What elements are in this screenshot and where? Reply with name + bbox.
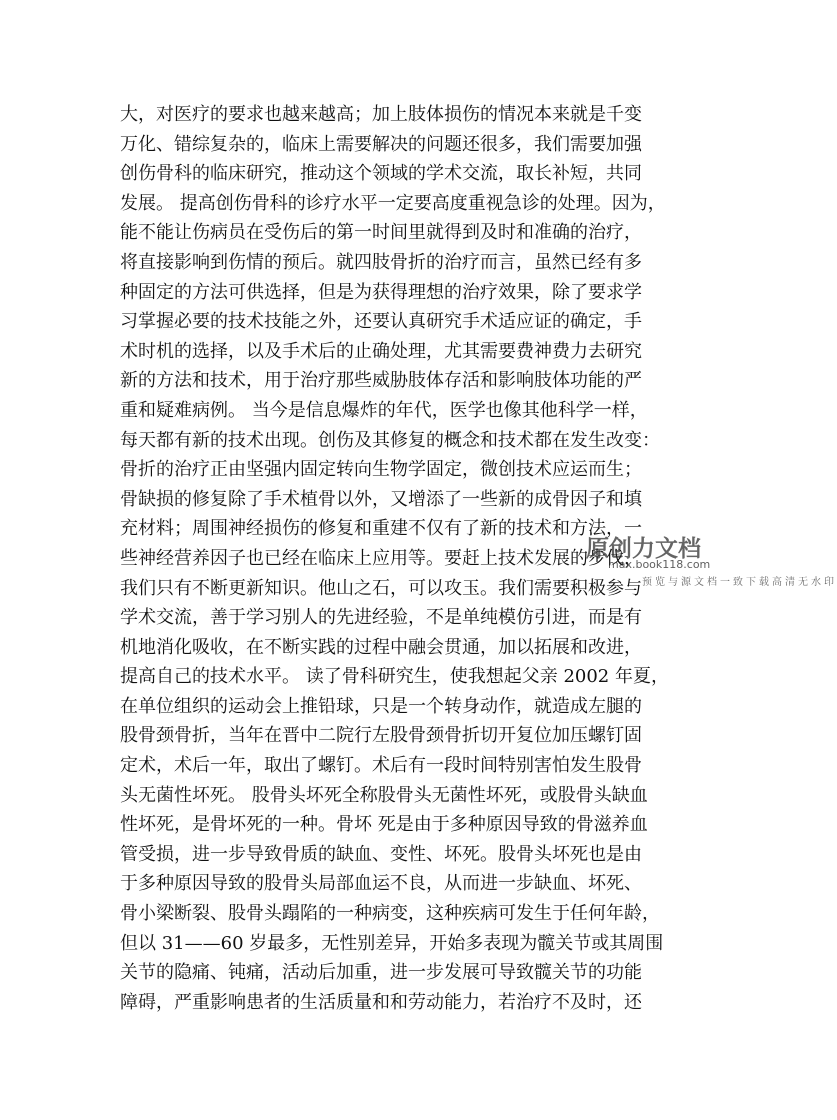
text-line: 万化、错综复杂的，临床上需要解决的问题还很多，我们需要加强 xyxy=(120,133,642,155)
text-line: 些神经营养因子也已经在临床上应用等。要赶上技术发展的步伐， xyxy=(120,547,642,569)
text-line: 在单位组织的运动会上推铅球，只是一个转身动作，就造成左腿的 xyxy=(120,695,642,717)
text-line: 发展。 提高创伤骨科的诊疗水平一定要高度重视急诊的处理。因为， xyxy=(120,192,666,214)
text-line: 术时机的选择，以及手术后的止确处理，尤其需要费神费力去研究 xyxy=(120,340,642,362)
text-line: 定术，术后一年，取出了螺钉。术后有一段时间特别害怕发生股骨 xyxy=(120,755,642,777)
text-line: 但以 31——60 岁最多，无性别差异，开始多表现为髋关节或其周围 xyxy=(120,932,664,954)
text-line: 管受损，进一步导致骨质的缺血、变性、坏死。股骨头坏死也是由 xyxy=(120,843,642,865)
text-line: 重和疑难病例。 当今是信息爆炸的年代，医学也像其他科学一样， xyxy=(120,399,648,421)
text-line: 于多种原因导致的股骨头局部血运不良，从而进一步缺血、坏死、 xyxy=(120,873,642,895)
watermark-tagline: 预览与源文档一致下载高清无水印 xyxy=(642,577,837,588)
text-line: 每天都有新的技术出现。创伤及其修复的概念和技术都在发生改变： xyxy=(120,429,660,451)
watermark-url: max.book118.com xyxy=(608,558,711,571)
watermark xyxy=(586,530,837,590)
text-line: 新的方法和技术，用于治疗那些威胁肢体存活和影响肢体功能的严 xyxy=(120,370,642,392)
text-line: 障碍，严重影响患者的生活质量和和劳动能力，若治疗不及时，还 xyxy=(120,991,642,1013)
text-line: 头无菌性坏死。 股骨头坏死全称股骨头无菌性坏死，或股骨头缺血 xyxy=(120,784,648,806)
text-line: 学术交流，善于学习别人的先进经验，不是单纯模仿引进，而是有 xyxy=(120,607,642,629)
text-line: 性坏死，是骨坏死的一种。骨坏 死是由于多种原因导致的骨滋养血 xyxy=(120,814,648,836)
text-line: 骨小梁断裂、股骨头蹋陷的一种病变，这种疾病可发生于任何年龄， xyxy=(120,903,660,925)
text-line: 骨缺损的修复除了手术植骨以外，又增添了一些新的成骨因子和填 xyxy=(120,488,642,510)
text-line: 机地消化吸收，在不断实践的过程中融会贯通，加以拓展和改进， xyxy=(120,636,642,658)
text-line: 种固定的方法可供选择，但是为获得理想的治疗效果，除了要求学 xyxy=(120,281,642,303)
text-line: 关节的隐痛、钝痛，活动后加重，进一步发展可导致髋关节的功能 xyxy=(120,962,642,984)
text-line: 将直接影响到伤情的预后。就四肢骨折的治疗而言，虽然已经有多 xyxy=(120,251,642,273)
text-line: 股骨颈骨折，当年在晋中二院行左股骨颈骨折切开复位加压螺钉固 xyxy=(120,725,642,747)
text-line: 我们只有不断更新知识。他山之石，可以攻玉。我们需要积极参与 xyxy=(120,577,642,599)
text-line: 能不能让伤病员在受伤后的第一时间里就得到及时和准确的治疗， xyxy=(120,222,642,244)
text-line: 大，对医疗的要求也越来越高；加上肢体损伤的情况本来就是千变 xyxy=(120,104,642,125)
text-line: 习掌握必要的技术技能之外，还要认真研究手术适应证的确定，手 xyxy=(120,311,642,333)
text-line: 充材料；周围神经损伤的修复和重建不仅有了新的技术和方法，一 xyxy=(120,518,642,540)
text-line: 创伤骨科的临床研究，推动这个领域的学术交流，取长补短，共同 xyxy=(120,163,642,185)
watermark-title: 原创力文档 xyxy=(586,536,701,562)
text-line: 提高自己的技术水平。 读了骨科研究生，使我想起父亲 2002 年夏， xyxy=(120,666,669,688)
text-line: 骨折的治疗正由坚强内固定转向生物学固定，微创技术应运而生； xyxy=(120,459,642,481)
